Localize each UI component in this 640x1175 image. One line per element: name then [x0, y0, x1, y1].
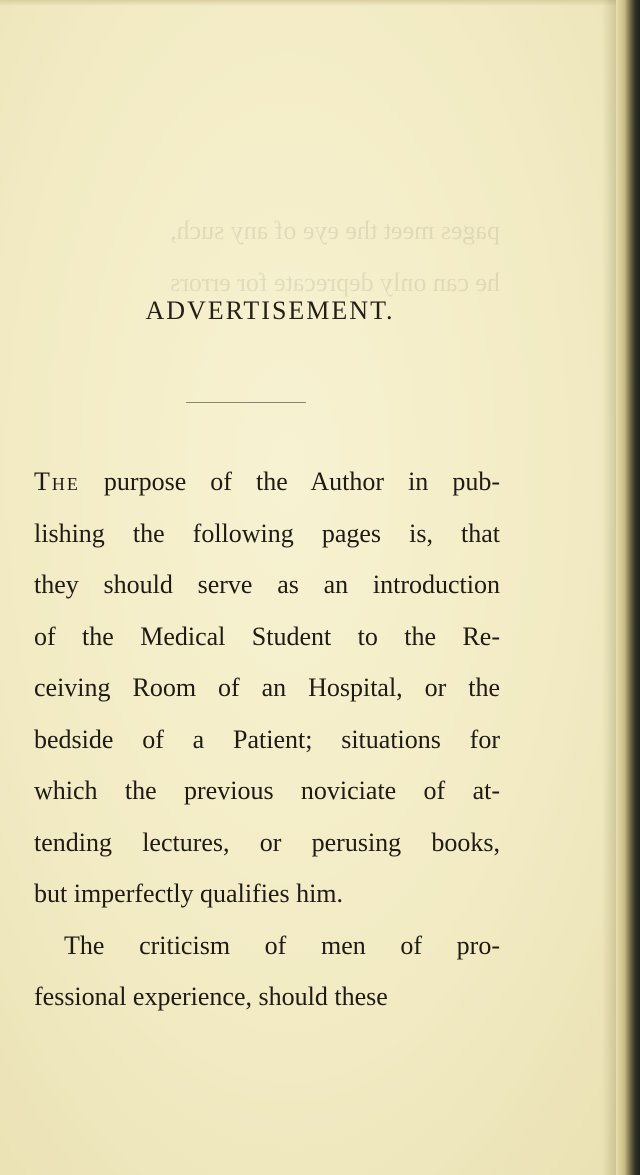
text-line-6: bedside of a Patient; situations for: [34, 724, 500, 754]
text-line-4: of the Medical Student to the Re-: [34, 621, 500, 651]
text-line-7: which the previous noviciate of at-: [34, 776, 500, 805]
heading-rule: [186, 402, 306, 403]
page-top-edge: [0, 0, 640, 6]
lead-word: The: [34, 467, 80, 496]
text-line-10: The criticism of men of pro-: [64, 930, 500, 960]
text-line-9: but imperfectly qualifies him.: [34, 879, 344, 908]
text-line-8: tending lectures, or perusing books,: [34, 827, 500, 857]
text-line-11: fessional experience, should these: [34, 982, 388, 1011]
text-line-5: ceiving Room of an Hospital, or the: [34, 673, 500, 702]
show-through-text: pages meet the eye of any such, he can only deprecate for errors: [170, 216, 500, 297]
book-spine-edge: [616, 0, 640, 1175]
text-line-3: they should serve as an introduction: [34, 570, 500, 599]
text-line-2: lishing the following pages is, that: [34, 518, 500, 548]
gutter-shadow: [602, 0, 616, 1175]
body-text: [34, 456, 500, 1023]
text-line-1: The purpose of the Author in pub-: [34, 467, 500, 496]
page-heading: ADVERTISEMENT.: [145, 296, 395, 325]
